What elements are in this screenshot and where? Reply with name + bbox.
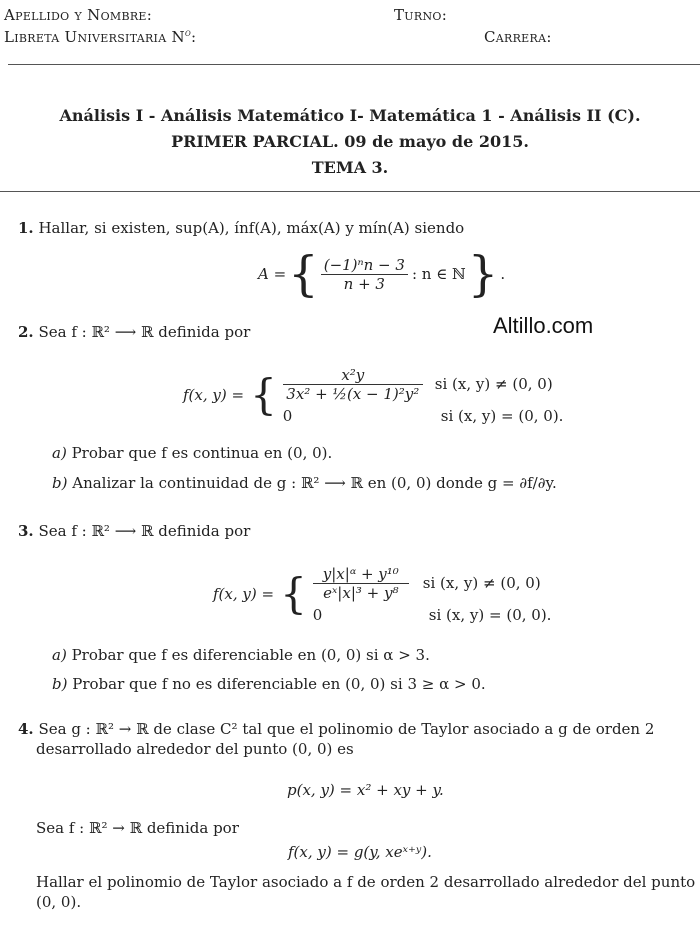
- exam-title-line2: PRIMER PARCIAL. 09 de mayo de 2015.: [171, 132, 529, 151]
- q2-brace: {: [250, 370, 277, 419]
- q2-part-a: [52, 444, 332, 462]
- q3-case2-value: 0: [312, 605, 323, 624]
- libreta-colon: :: [191, 28, 197, 46]
- libreta-sup: o: [184, 28, 191, 39]
- q2-case2-value: 0: [282, 406, 293, 425]
- exam-title-line3: TEMA 3.: [311, 158, 389, 177]
- q4-number: 4.: [18, 720, 34, 738]
- q3-case1-condition: si (x, y) ≠ (0, 0): [422, 574, 541, 592]
- carrera-label: Carrera:: [484, 28, 552, 46]
- q1-fraction: [321, 256, 408, 293]
- q2-statement: [18, 323, 250, 341]
- turno-label: Turno:: [394, 6, 448, 24]
- q1-number: 1.: [18, 219, 34, 237]
- q2-part-b: [52, 474, 557, 492]
- q3-case1-num: y|x|ᵅ + y¹⁰: [313, 565, 409, 584]
- q1-right-brace: }: [467, 246, 499, 302]
- q4-statement-line4: Hallar el polinomio de Taylor asociado a f de orden 2 desarrollado alrededor del punto: [36, 873, 696, 891]
- header-divider: [8, 64, 700, 65]
- q3-b-label: b): [52, 675, 68, 693]
- q1-set-definition: [258, 246, 505, 302]
- q2-case1-fraction: [283, 366, 423, 403]
- q2-case2-condition: si (x, y) = (0, 0).: [440, 406, 564, 425]
- watermark: Altillo.com: [493, 313, 594, 338]
- q4-statement-line1: [18, 720, 698, 738]
- q1-set-lhs: A =: [258, 265, 287, 283]
- q3-part-a: [52, 646, 430, 664]
- libreta-text: Libreta Universitaria N: [4, 28, 185, 46]
- title-divider: [0, 191, 700, 192]
- q2-a-text: Probar que f es continua en (0, 0).: [71, 444, 333, 462]
- q2-lhs: f(x, y) =: [183, 386, 245, 404]
- q3-b-text: Probar que f no es diferenciable en (0, 0) si 3 ≥ α > 0.: [72, 675, 486, 693]
- q3-a-label: a): [52, 646, 67, 664]
- q4-taylor-polynomial: p(x, y) = x² + xy + y.: [287, 781, 444, 799]
- q3-brace: {: [280, 569, 307, 618]
- q4-text1: Sea g : ℝ² → ℝ de clase C² tal que el polinomio de Taylor asociado a g de orden 2: [38, 720, 655, 738]
- q3-case1-den: eˣ|x|³ + y⁸: [323, 583, 399, 602]
- q3-statement: [18, 522, 250, 540]
- q4-statement-line3: Sea f : ℝ² → ℝ definida por: [36, 819, 239, 837]
- q2-b-text: Analizar la continuidad de g : ℝ² ⟶ ℝ en (0, 0) donde g = ∂f/∂y.: [72, 474, 557, 492]
- q2-case1-den: 3x² + ½(x − 1)²y²: [286, 384, 420, 403]
- q2-text: Sea f : ℝ² ⟶ ℝ definida por: [38, 323, 251, 341]
- q2-number: 2.: [18, 323, 34, 341]
- q3-function-definition: [213, 556, 551, 632]
- q1-statement: [18, 219, 464, 237]
- q1-end: .: [500, 265, 506, 283]
- q2-function-definition: [183, 356, 563, 434]
- q2-a-label: a): [52, 444, 67, 462]
- q3-lhs: f(x, y) =: [213, 585, 275, 603]
- q4-statement-line5: (0, 0).: [36, 893, 82, 911]
- q3-a-text: Probar que f es diferenciable en (0, 0) si α > 3.: [71, 646, 430, 664]
- q1-frac-den: n + 3: [343, 274, 385, 293]
- q1-left-brace: {: [288, 246, 319, 302]
- exam-title-line1: Análisis I - Análisis Matemático I- Matemática 1 - Análisis II (C).: [59, 106, 641, 125]
- q1-text: Hallar, si existen, sup(A), ínf(A), máx(A) y mín(A) siendo: [38, 219, 465, 237]
- q4-statement-line2: desarrollado alrededor del punto (0, 0) es: [36, 740, 354, 758]
- q2-case1-num: x²y: [283, 366, 423, 385]
- apellido-label: Apellido y Nombre:: [4, 6, 153, 24]
- q3-text: Sea f : ℝ² ⟶ ℝ definida por: [38, 522, 251, 540]
- q3-case1-fraction: [313, 565, 409, 602]
- q3-part-b: [52, 675, 486, 693]
- q4-f-definition: f(x, y) = g(y, xeˣ⁺ʸ).: [288, 843, 432, 861]
- q1-frac-num: (−1)ⁿn − 3: [321, 256, 408, 275]
- q1-condition: : n ∈ ℕ: [411, 265, 466, 283]
- q3-case2-condition: si (x, y) = (0, 0).: [428, 605, 552, 624]
- q2-b-label: b): [52, 474, 68, 492]
- libreta-label: [4, 28, 196, 46]
- q2-case1-condition: si (x, y) ≠ (0, 0): [434, 375, 553, 393]
- q3-number: 3.: [18, 522, 34, 540]
